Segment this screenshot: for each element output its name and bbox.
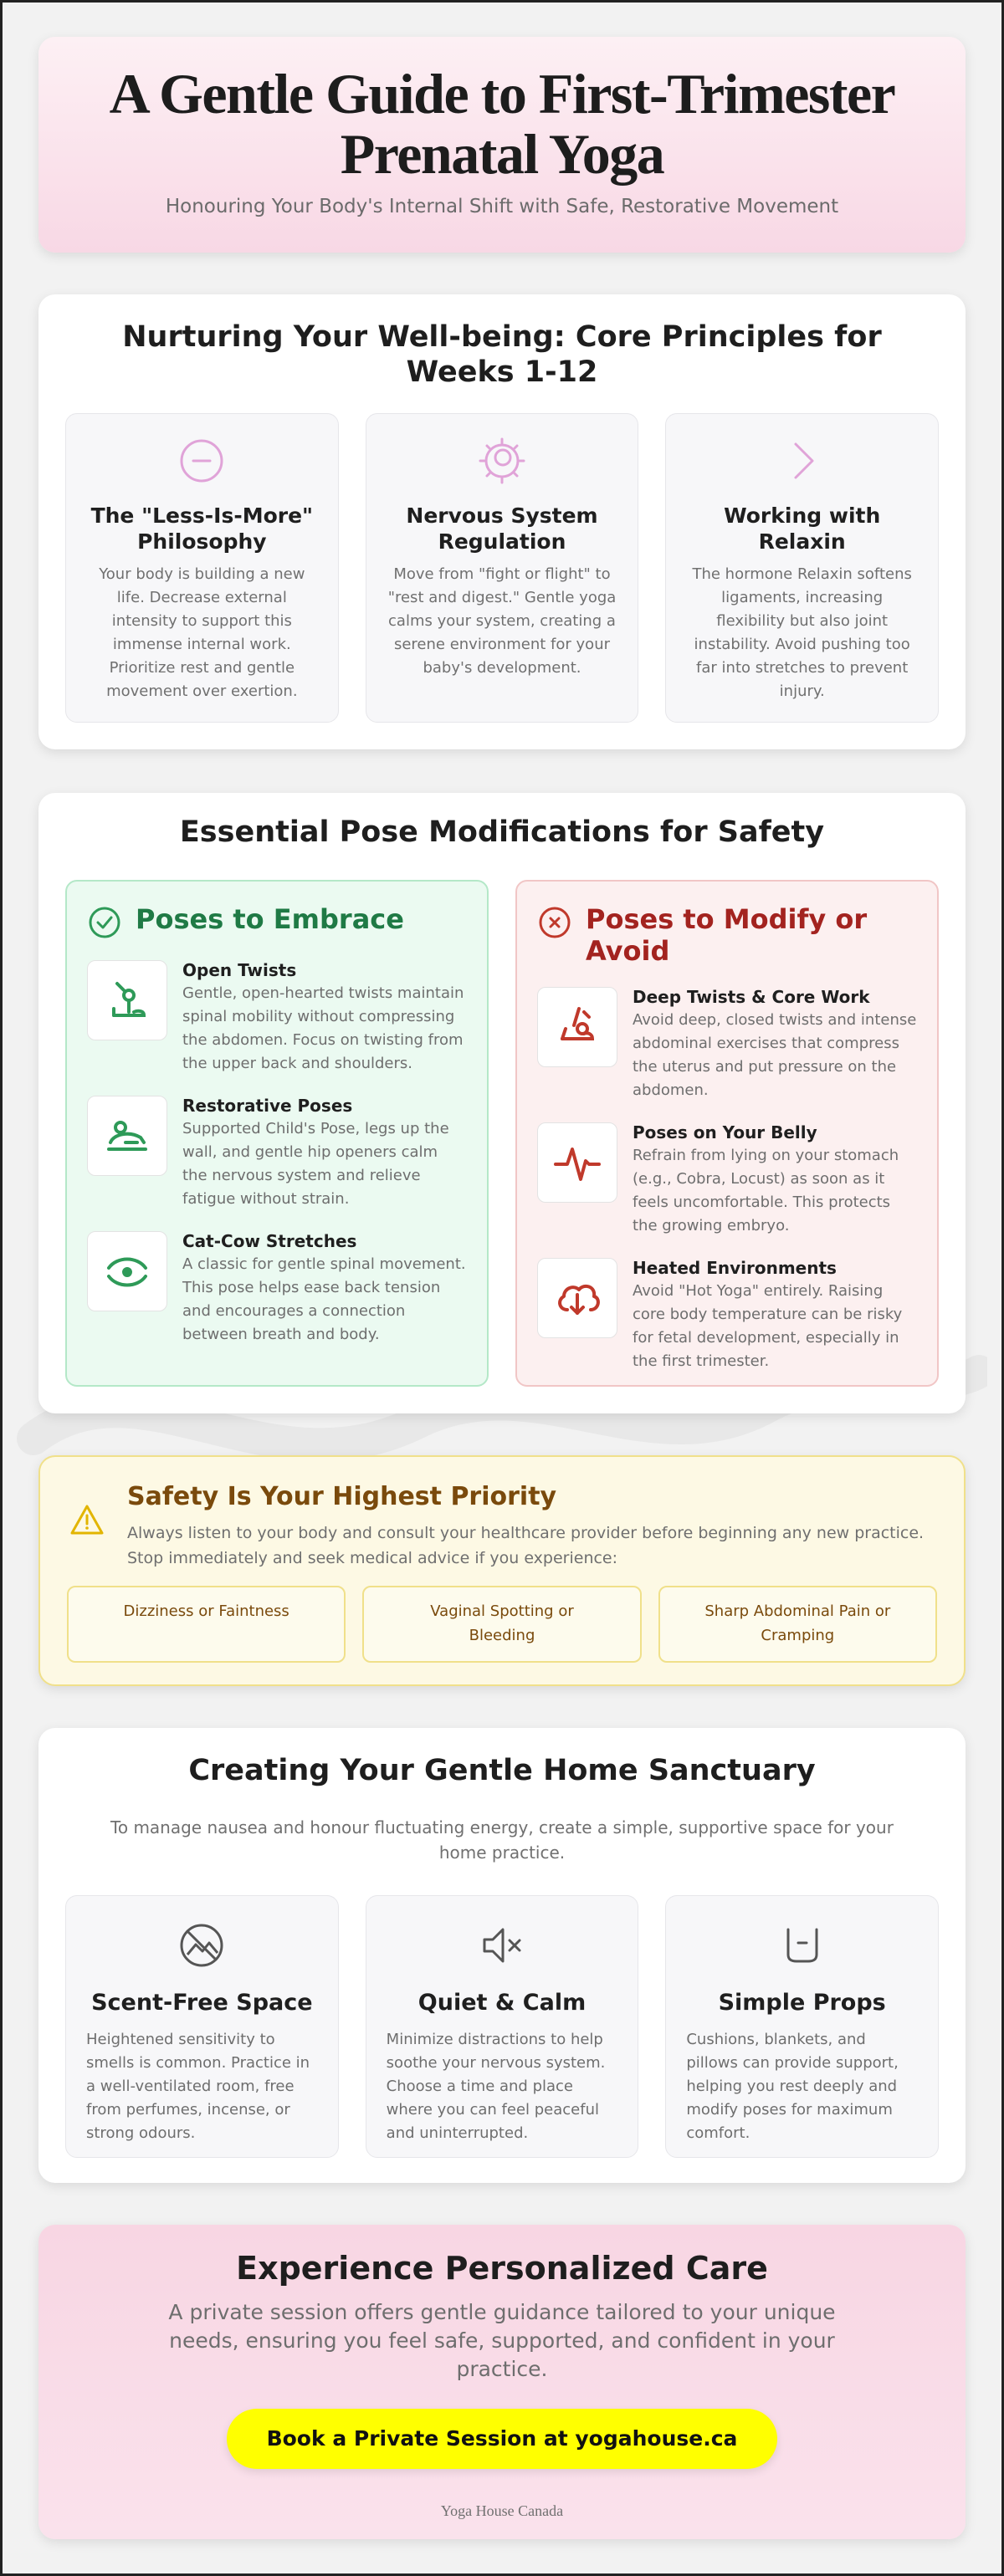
embrace-title: Poses to Embrace xyxy=(136,903,404,935)
symptom-item: Dizziness or Faintness xyxy=(67,1586,346,1663)
sanctuary-card-title: Scent-Free Space xyxy=(91,1990,313,2016)
principle-text: The hormone Relaxin softens ligaments, increasing flexibility but also joint instability. Avoid pushing too far into stretches to prevent injury. xyxy=(692,565,912,700)
pose-title: Deep Twists & Core Work xyxy=(633,987,870,1007)
principle-title: Nervous System Regulation xyxy=(406,503,598,554)
pose-text: Avoid deep, closed twists and intense abdominal exercises that compress the uterus and put pressure on the abdomen. xyxy=(633,1011,917,1099)
safety-text: Always listen to your body and consult your healthcare provider before beginning any new practice. Stop immediately and seek medical advice if you experience: xyxy=(127,1524,925,1567)
pose-text: A classic for gentle spinal movement. This pose helps ease back tension and encourages a connection between breath and body. xyxy=(182,1255,466,1343)
pose-title: Open Twists xyxy=(182,960,297,980)
pose-text: Refrain from lying on your stomach (e.g., Cobra, Locust) as soon as it feels uncomfortable. This protects the growing embryo. xyxy=(633,1147,899,1234)
page-title: A Gentle Guide to First-Trimester Prenatal Yoga xyxy=(109,62,895,186)
cta-text: A private session offers gentle guidance tailored to your unique needs, ensuring you feel safe, supported, and confident in your practice. xyxy=(168,2300,836,2381)
poses-title: Essential Pose Modifications for Safety xyxy=(179,815,825,849)
pose-text: Avoid "Hot Yoga" entirely. Raising core body temperature can be risky for fetal development, especially in the first trimester. xyxy=(633,1282,903,1370)
cta-title: Experience Personalized Care xyxy=(236,2250,768,2287)
pose-title: Restorative Poses xyxy=(182,1096,353,1116)
sanctuary-title: Creating Your Gentle Home Sanctuary xyxy=(188,1754,816,1787)
pose-text: Gentle, open-hearted twists maintain spinal mobility without compressing the abdomen. Focus on twisting from the upper back and shoulders. xyxy=(182,984,464,1072)
symptom-item: Vaginal Spotting or Bleeding xyxy=(362,1586,641,1663)
safety-title: Safety Is Your Highest Priority xyxy=(127,1482,557,1511)
pose-title: Poses on Your Belly xyxy=(633,1122,817,1142)
avoid-title: Poses to Modify or Avoid xyxy=(586,903,868,967)
pose-text: Supported Child's Pose, legs up the wall, and gentle hip openers calm the nervous system and relieve fatigue without strain. xyxy=(182,1120,449,1208)
sanctuary-card-text: Heightened sensitivity to smells is common. Practice in a well-ventilated room, free from perfumes, incense, or strong odours. xyxy=(86,2031,310,2142)
symptom-item: Sharp Abdominal Pain or Cramping xyxy=(658,1586,937,1663)
principle-text: Your body is building a new life. Decrease external intensity to support this immense internal work. Prioritize rest and gentle movement over exertion. xyxy=(99,565,305,700)
sanctuary-card-title: Quiet & Calm xyxy=(417,1990,587,2016)
principles-title: Nurturing Your Well-being: Core Principles for Weeks 1-12 xyxy=(122,320,882,389)
sanctuary-card-text: Cushions, blankets, and pillows can provide support, helping you rest deeply and modify poses for maximum comfort. xyxy=(686,2031,899,2142)
page-subtitle: Honouring Your Body's Internal Shift with Safe, Restorative Movement xyxy=(165,196,839,217)
book-session-button[interactable]: Book a Private Session at yogahouse.ca xyxy=(227,2409,778,2469)
sanctuary-card-title: Simple Props xyxy=(718,1990,886,2016)
principle-title: Working with Relaxin xyxy=(724,503,881,554)
principle-title: The "Less-Is-More" Philosophy xyxy=(90,503,314,554)
footer-brand: Yoga House Canada xyxy=(440,2502,564,2519)
pose-title: Cat-Cow Stretches xyxy=(182,1231,357,1251)
sanctuary-card-text: Minimize distractions to help soothe your nervous system. Choose a time and place where you can feel peaceful and uninterrupted. xyxy=(386,2031,606,2142)
pose-title: Heated Environments xyxy=(633,1258,837,1278)
sanctuary-intro: To manage nausea and honour fluctuating energy, create a simple, supportive space for your home practice. xyxy=(110,1817,894,1863)
principle-text: Move from "fight or flight" to "rest and digest." Gentle yoga calms your system, creating a serene environment for your baby's development. xyxy=(387,565,617,677)
